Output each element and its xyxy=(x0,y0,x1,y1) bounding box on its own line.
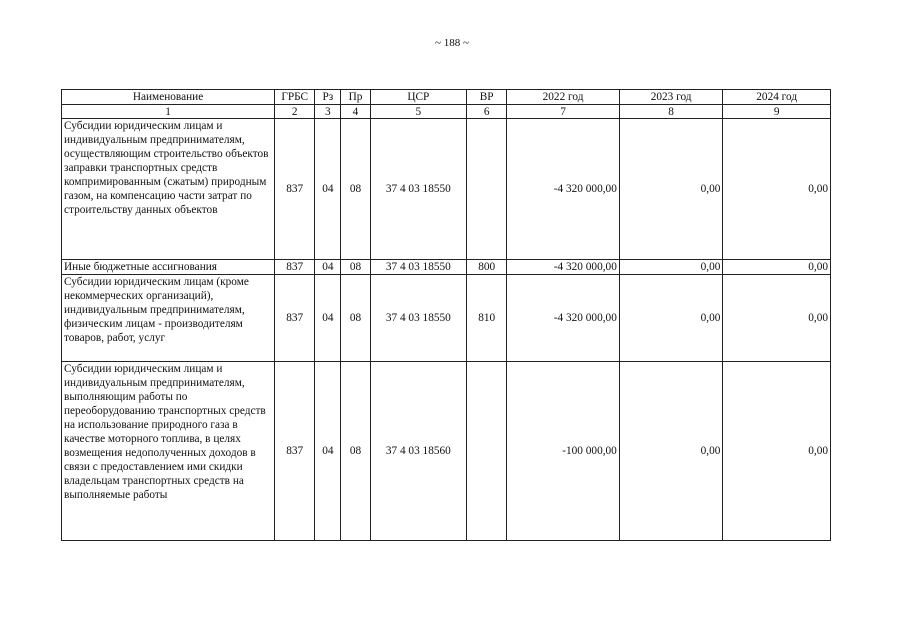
header-pr: Пр xyxy=(341,90,370,105)
budget-table xyxy=(61,89,831,541)
row-grbs: 837 xyxy=(275,260,315,275)
row-rz: 04 xyxy=(315,362,341,541)
column-number: 1 xyxy=(62,105,275,119)
row-2023: 0,00 xyxy=(619,362,723,541)
row-grbs: 837 xyxy=(275,119,315,260)
column-number-row xyxy=(62,105,831,119)
row-2024: 0,00 xyxy=(723,362,831,541)
header-vr: ВР xyxy=(467,90,507,105)
row-2022: -4 320 000,00 xyxy=(507,275,620,362)
column-number: 4 xyxy=(341,105,370,119)
column-number: 9 xyxy=(723,105,831,119)
row-2022: -100 000,00 xyxy=(507,362,620,541)
row-name: Субсидии юридическим лицам и индивидуальным предпринимателям, выполняющим работы по переоборудованию транспортных средств на использование природного газа в качестве моторного топлива, в целях возмещения недополученных доходов в связи с предоставлением ими скидки владельцам транспортных средств на выполняемые работы xyxy=(62,362,275,541)
row-grbs: 837 xyxy=(275,275,315,362)
row-2023: 0,00 xyxy=(619,119,723,260)
row-vr xyxy=(467,362,507,541)
row-pr: 08 xyxy=(341,275,370,362)
table-row xyxy=(62,362,831,541)
column-number: 5 xyxy=(370,105,467,119)
row-csr: 37 4 03 18550 xyxy=(370,275,467,362)
row-vr: 800 xyxy=(467,260,507,275)
row-csr: 37 4 03 18560 xyxy=(370,362,467,541)
row-rz: 04 xyxy=(315,260,341,275)
column-number: 2 xyxy=(275,105,315,119)
column-number: 7 xyxy=(507,105,620,119)
row-pr: 08 xyxy=(341,119,370,260)
header-rz: Рз xyxy=(315,90,341,105)
header-2023: 2023 год xyxy=(619,90,723,105)
row-2024: 0,00 xyxy=(723,260,831,275)
row-2022: -4 320 000,00 xyxy=(507,260,620,275)
table-row xyxy=(62,260,831,275)
row-name: Иные бюджетные ассигнования xyxy=(62,260,275,275)
row-pr: 08 xyxy=(341,362,370,541)
row-vr: 810 xyxy=(467,275,507,362)
column-number: 3 xyxy=(315,105,341,119)
row-vr xyxy=(467,119,507,260)
table-header-row xyxy=(62,90,831,105)
header-csr: ЦСР xyxy=(370,90,467,105)
row-2024: 0,00 xyxy=(723,275,831,362)
row-pr: 08 xyxy=(341,260,370,275)
row-2022: -4 320 000,00 xyxy=(507,119,620,260)
header-2024: 2024 год xyxy=(723,90,831,105)
table-row xyxy=(62,119,831,260)
row-name: Субсидии юридическим лицам и индивидуальным предпринимателям, осуществляющим строительство объектов заправки транспортных средств компримированным (сжатым) природным газом, на компенсацию части затрат по строительству данных объектов xyxy=(62,119,275,260)
row-name: Субсидии юридическим лицам (кроме некоммерческих организаций), индивидуальным предпринимателям, физическим лицам - производителям товаров, работ, услуг xyxy=(62,275,275,362)
table-row xyxy=(62,275,831,362)
column-number: 6 xyxy=(467,105,507,119)
header-name: Наименование xyxy=(62,90,275,105)
row-rz: 04 xyxy=(315,275,341,362)
header-2022: 2022 год xyxy=(507,90,620,105)
column-number: 8 xyxy=(619,105,723,119)
row-grbs: 837 xyxy=(275,362,315,541)
row-csr: 37 4 03 18550 xyxy=(370,119,467,260)
page-number: ~ 188 ~ xyxy=(435,37,469,49)
row-2023: 0,00 xyxy=(619,260,723,275)
row-rz: 04 xyxy=(315,119,341,260)
header-grbs: ГРБС xyxy=(275,90,315,105)
row-2024: 0,00 xyxy=(723,119,831,260)
row-2023: 0,00 xyxy=(619,275,723,362)
row-csr: 37 4 03 18550 xyxy=(370,260,467,275)
